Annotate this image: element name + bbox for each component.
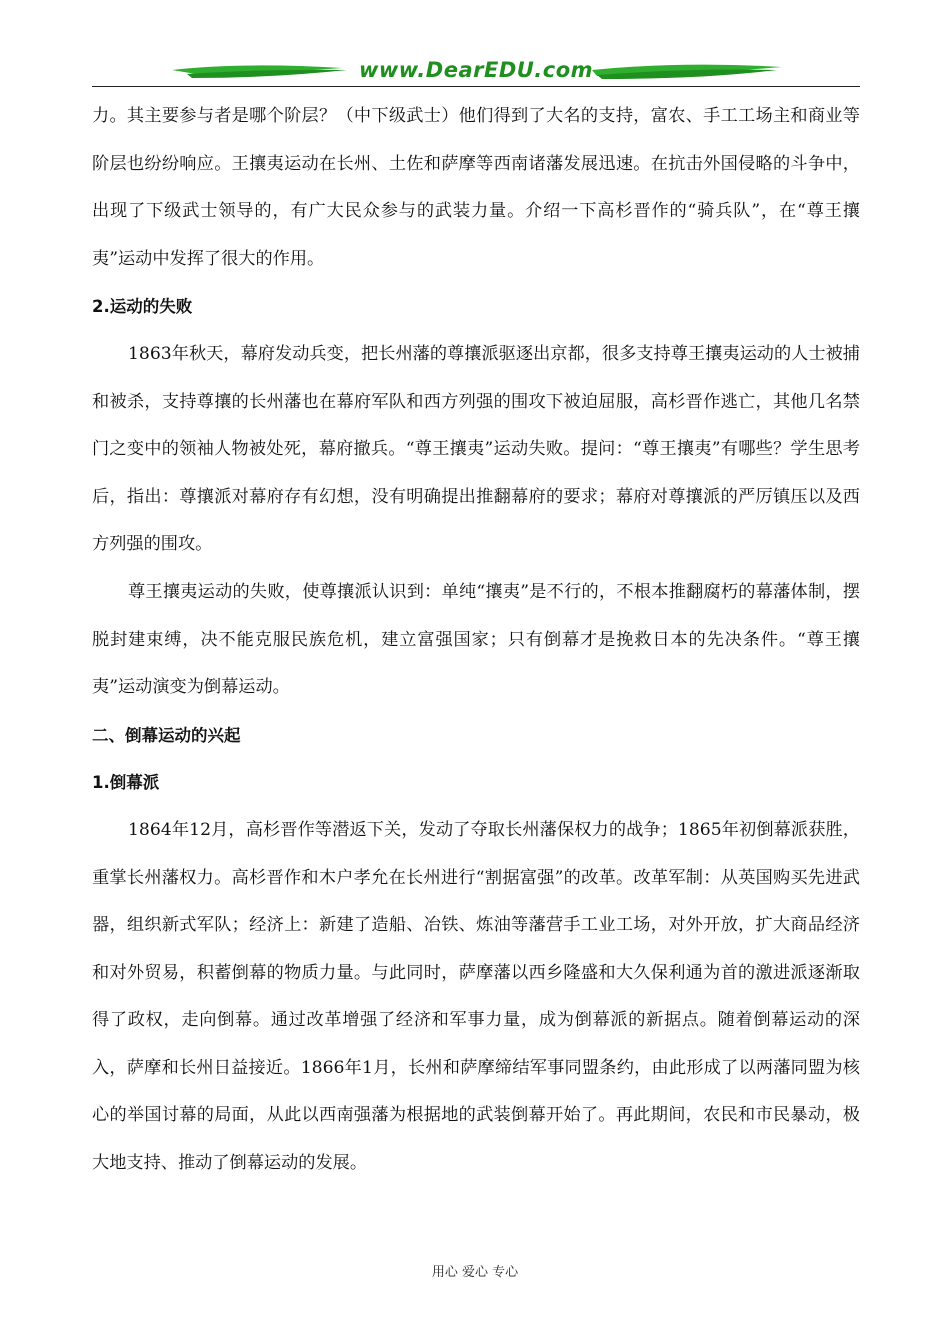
header-divider [92,86,860,87]
document-body [92,93,860,1188]
paragraph-4: 1864年12月，高杉晋作等潜返下关，发动了夺取长州藩保权力的战争；1865年初倒幕派获胜，重掌长州藩权力。高杉晋作和木户孝允在长州进行“割据富强”的改革。改革军制：从英国购买先进武器，组织新式军队；经济上：新建了造船、冶铁、炼油等藩营手工业工场，对外开放，扩大商品经济和对外贸易，积蓄倒幕的物质力量。与此同时，萨摩藩以西乡隆盛和大久保利通为首的激进派逐渐取得了政权，走向倒幕。通过改革增强了经济和军事力量，成为倒幕派的新据点。随着倒幕运动的深入，萨摩和长州日益接近。1866年1月，长州和萨摩缔结军事同盟条约，由此形成了以两藩同盟为核心的举国讨幕的局面，从此以西南强藩为根据地的武装倒幕开始了。再此期间，农民和市民暴动，极大地支持、推动了倒幕运动的发展。 [92,819,860,1174]
section-heading-rise-of-overthrow: 二、倒幕运动的兴起 [92,725,241,745]
header-site-url[interactable]: www.DearEDU.com [358,58,594,82]
paragraph-2: 1863年秋天，幕府发动兵变，把长州藩的尊攘派驱逐出京都，很多支持尊王攘夷运动的人士被捕和被杀，支持尊攘的长州藩也在幕府军队和西方列强的围攻下被迫屈服，高杉晋作逃亡，其他几名禁门之变中的领袖人物被处死，幕府撤兵。“尊王攘夷”运动失败。提问：“尊王攘夷”有哪些？学生思考后，指出：尊攘派对幕府存有幻想，没有明确提出推翻幕府的要求；幕府对尊攘派的严厉镇压以及西方列强的围攻。 [92,343,860,555]
subsection-heading-overthrow-faction: 1.倒幕派 [92,773,160,793]
paragraph-1: 力。其主要参与者是哪个阶层？（中下级武士）他们得到了大名的支持，富农、手工工场主和商业等阶层也纷纷响应。王攘夷运动在长州、土佐和萨摩等西南诸藩发展迅速。在抗击外国侵略的斗争中，出现了下级武士领导的，有广大民众参与的武装力量。介绍一下高杉晋作的“骑兵队”，在“尊王攘夷”运动中发挥了很大的作用。 [92,106,860,269]
paragraph-3: 尊王攘夷运动的失败，使尊攘派认识到：单纯“攘夷”是不行的，不根本推翻腐朽的幕藩体制，摆脱封建束缚，决不能克服民族危机，建立富强国家；只有倒幕才是挽救日本的先决条件。“尊王攘夷”运动演变为倒幕运动。 [92,581,860,698]
section-heading-movement-failure: 2.运动的失败 [92,297,193,317]
page-footer: 用心 爱心 专心 [431,1265,519,1280]
page-header [92,56,860,90]
